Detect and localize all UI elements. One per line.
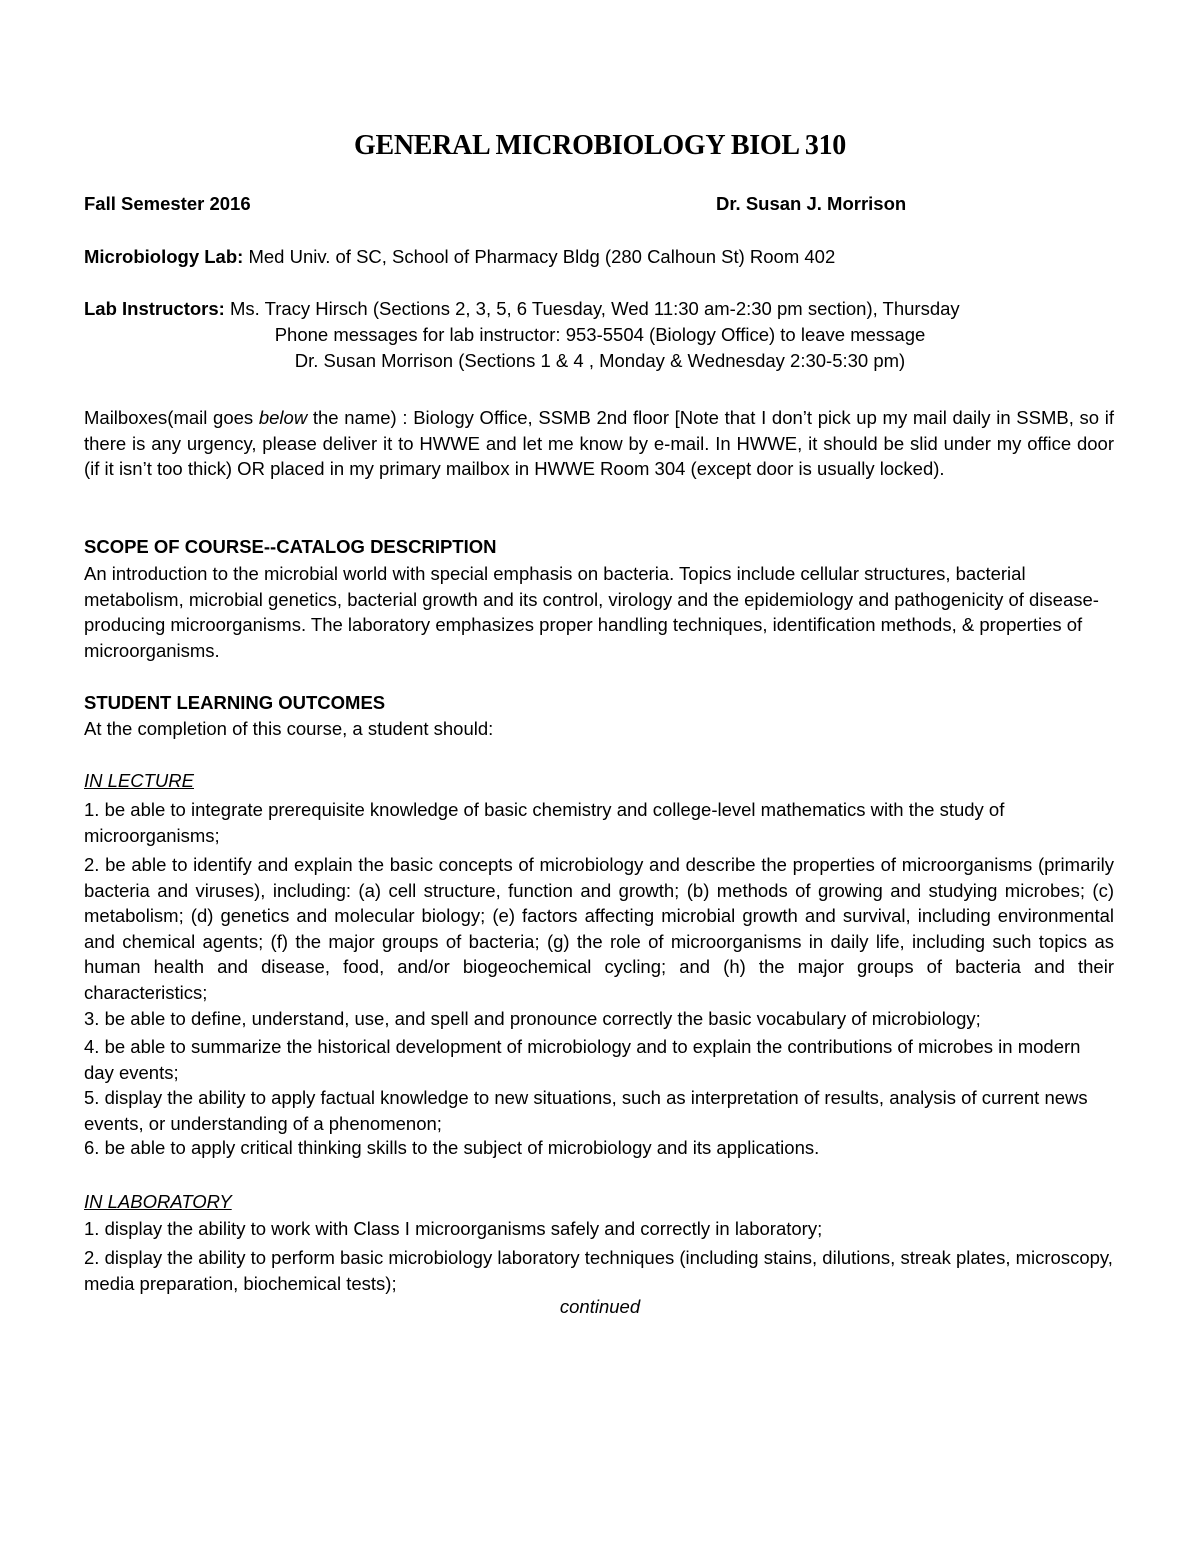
lecture-outcome-4: 4. be able to summarize the historical development of microbiology and to explain the contributions of microbes in modern day events; — [84, 1036, 1081, 1083]
outcomes-heading: STUDENT LEARNING OUTCOMES — [84, 692, 386, 713]
lecture-outcome-3: 3. be able to define, understand, use, and spell and pronounce correctly the basic vocabulary of microbiology; — [84, 1008, 981, 1029]
document-title: GENERAL MICROBIOLOGY BIOL 310 — [353, 130, 847, 161]
scope-heading: SCOPE OF COURSE--CATALOG DESCRIPTION — [84, 536, 497, 557]
outcomes-intro: At the completion of this course, a student should: — [84, 718, 494, 739]
lab-location — [84, 244, 1116, 269]
mailboxes-post: the name) : Biology Office, SSMB 2nd floor [Note that I don’t pick up my mail daily in SSMB, so if there is any urgency, please deliver it to HWWE and let me know by e-mail. In HWWE, it should be slid under my office door (if it isn’t too thick) OR placed in my primary mailbox in HWWE Room 304 (except door is usually locked). — [84, 407, 1114, 479]
lab-instructors-phone: Phone messages for lab instructor: 953-5504 (Biology Office) to leave message — [274, 324, 926, 345]
lab-instructors-line1 — [84, 296, 1116, 321]
semester-row — [84, 191, 1116, 216]
lab-instructors-morrison: Dr. Susan Morrison (Sections 1 & 4 , Monday & Wednesday 2:30-5:30 pm) — [294, 350, 906, 371]
mailboxes-pre: Mailboxes(mail goes — [84, 407, 259, 428]
lab-value: Med Univ. of SC, School of Pharmacy Bldg (280 Calhoun St) Room 402 — [243, 246, 836, 267]
lab-label: Microbiology Lab: — [84, 246, 244, 267]
lab-outcome-2: 2. display the ability to perform basic microbiology laboratory techniques (including stains, dilutions, streak plates, microscopy, media preparation, biochemical tests); — [84, 1247, 1113, 1294]
lab-outcome-1: 1. display the ability to work with Class I microorganisms safely and correctly in laboratory; — [84, 1218, 823, 1239]
laboratory-heading: IN LABORATORY — [84, 1191, 232, 1212]
lecture-outcome-6: 6. be able to apply critical thinking skills to the subject of microbiology and its applications. — [84, 1137, 820, 1158]
semester-label: Fall Semester 2016 — [84, 193, 251, 214]
mailboxes-paragraph — [84, 405, 1114, 482]
lab-instructors-hirsch: Ms. Tracy Hirsch (Sections 2, 3, 5, 6 Tuesday, Wed 11:30 am-2:30 pm section), Thursday — [224, 298, 960, 319]
lab-instructors-label: Lab Instructors: — [84, 298, 225, 319]
lecture-outcome-2: 2. be able to identify and explain the basic concepts of microbiology and describe the properties of microorganisms (primarily bacteria and viruses), including: (a) cell structure, function and growth; (b) methods of growing and studying microbes; (c) metabolism; (d) genetics and molecular biology; (e) factors affecting microbial growth and survival, including environmental and chemical agents; (f) the major groups of bacteria; (g) the role of microorganisms in daily life, including such topics as human health and disease, food, and/or biogeochemical cycling; and (h) the major groups of bacteria and their characteristics; — [84, 854, 1114, 1003]
lecture-heading: IN LECTURE — [84, 770, 194, 791]
lecture-outcome-1: 1. be able to integrate prerequisite knowledge of basic chemistry and college-level mathematics with the study of microorganisms; — [84, 799, 1005, 846]
scope-description: An introduction to the microbial world with special emphasis on bacteria. Topics include cellular structures, bacterial metabolism, microbial genetics, bacterial growth and its control, virology and the epidemiology and pathogenicity of disease-producing microorganisms. The laboratory emphasizes proper handling techniques, identification methods, & properties of microorganisms. — [84, 563, 1099, 661]
continued-note: continued — [559, 1296, 641, 1317]
lecture-outcome-5: 5. display the ability to apply factual knowledge to new situations, such as interpretation of results, analysis of current news events, or understanding of a phenomenon; — [84, 1087, 1088, 1134]
instructor-name: Dr. Susan J. Morrison — [716, 193, 907, 214]
mailboxes-emphasis: below — [258, 407, 308, 428]
